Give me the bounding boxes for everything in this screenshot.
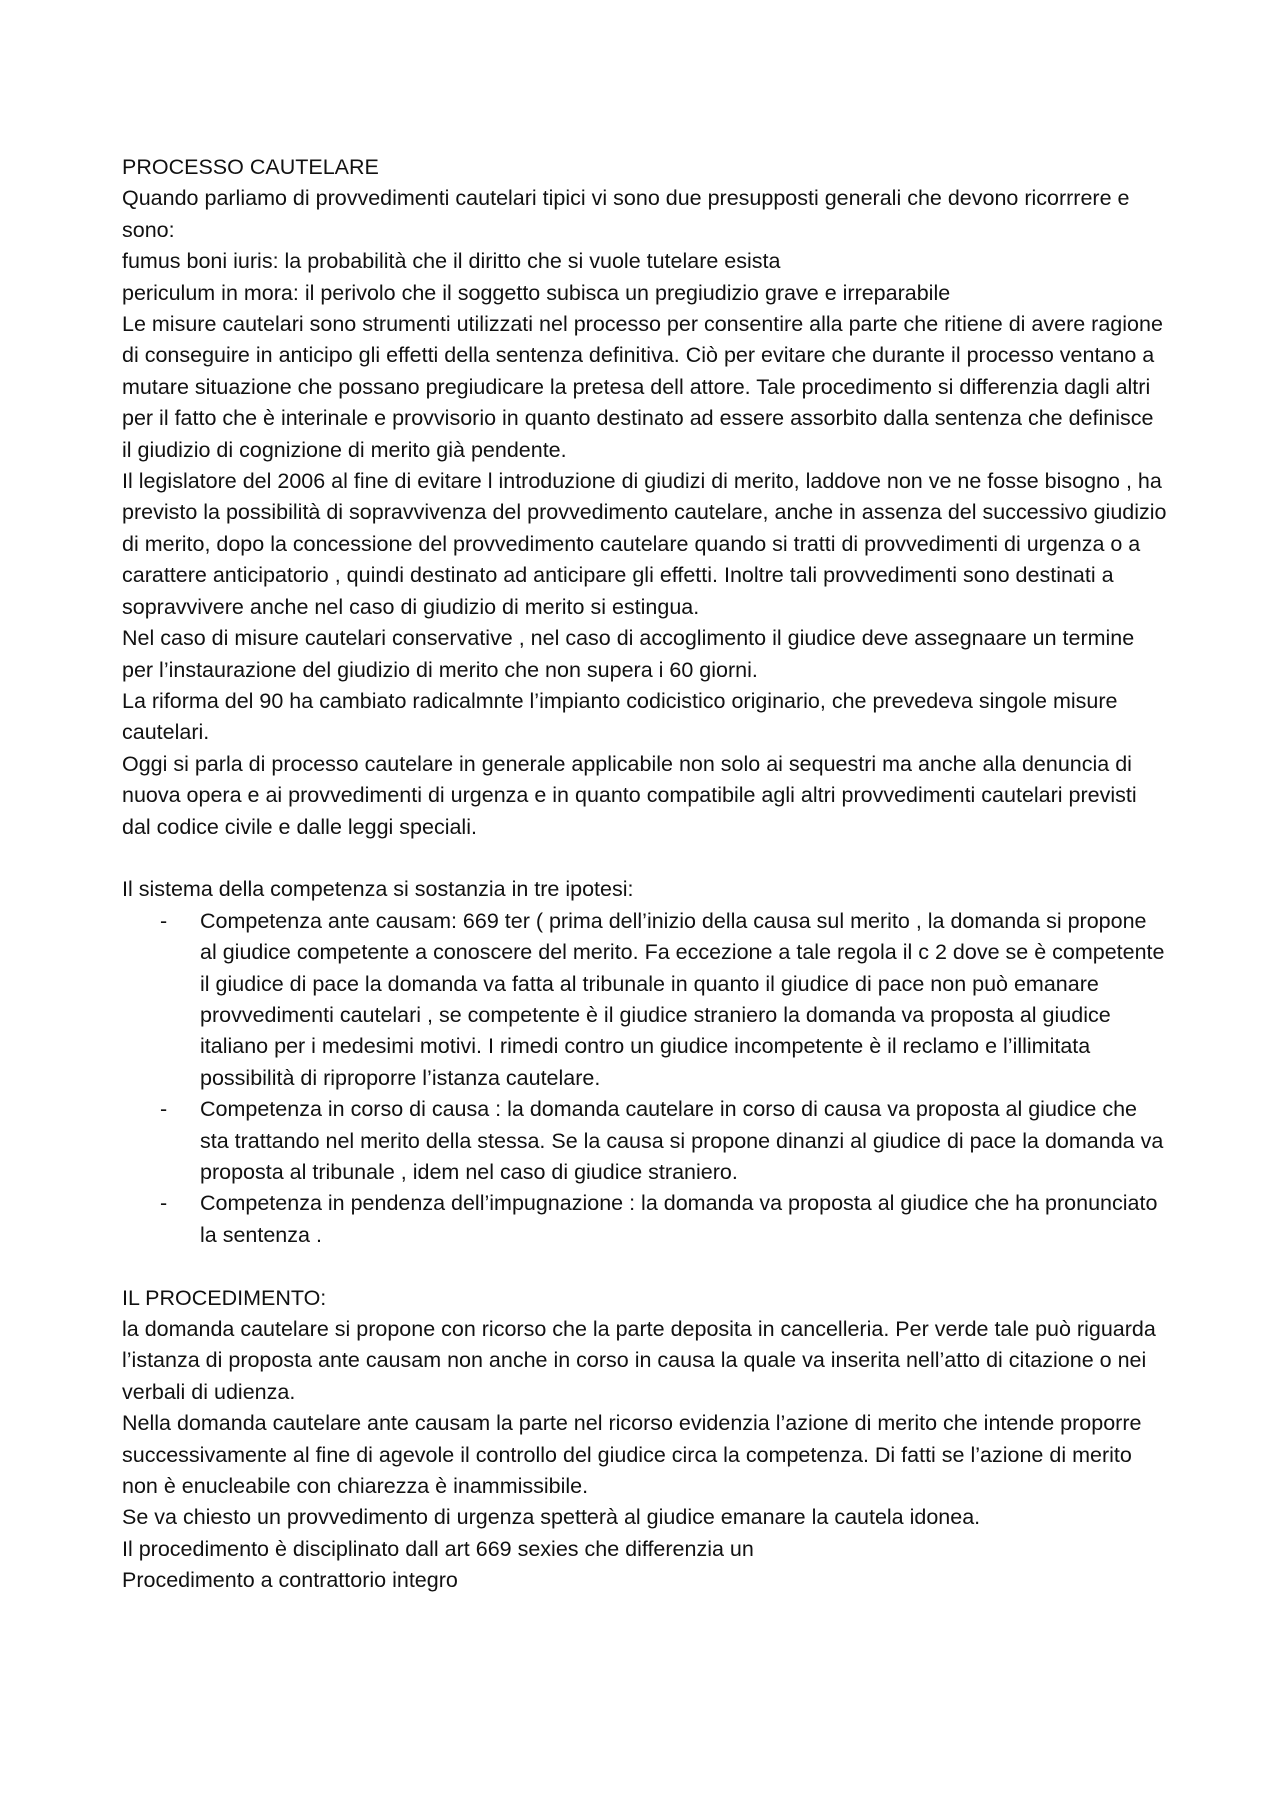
paragraph: la domanda cautelare si propone con ricorso che la parte deposita in cancelleria. Per verde tale può riguarda l’istanza di proposta ante causam non anche in corso in causa la quale va inserita nell’atto di citazione o nei verbali di udienza. bbox=[122, 1317, 1156, 1404]
paragraph: Oggi si parla di processo cautelare in generale applicabile non solo ai sequestri ma anche alla denuncia di nuova opera e ai provvedimenti di urgenza e in quanto compatibile agli altri provvedimenti cautelari previsti dal codice civile e dalle leggi speciali. bbox=[122, 751, 1137, 839]
list-item: - Competenza in corso di causa : la domanda cautelare in corso di causa va proposta al giudice che sta trattando nel merito della stessa. Se la causa si propone dinanzi al giudice di pace la domanda va proposta al tribunale , idem nel caso di giudice straniero. bbox=[200, 1094, 1168, 1188]
paragraph: Procedimento a contrattorio integro bbox=[122, 1568, 458, 1593]
paragraph: La riforma del 90 ha cambiato radicalmnte l’impianto codicistico originario, che prevedeva singole misure cautelari. bbox=[122, 688, 1118, 745]
blank-line bbox=[122, 1251, 1168, 1282]
section-title-processo-cautelare: PROCESSO CAUTELARE bbox=[122, 155, 379, 179]
paragraph: Il legislatore del 2006 al fine di evitare l introduzione di giudizi di merito, laddove non ve ne fosse bisogno , ha previsto la possibilità di sopravvivenza del provvedimento cautelare, anche in assenza del successivo giudizio di merito, dopo la concessione del provvedimento cautelare quando si tratti di provvedimenti di urgenza o a carattere anticipatorio , quindi destinato ad anticipare gli effetti. Inoltre tali provvedimenti sono destinati a sopravvivere anche nel caso di giudizio di merito si estingua. bbox=[122, 469, 1167, 619]
paragraph: Se va chiesto un provvedimento di urgenza spetterà al giudice emanare la cautela idonea. bbox=[122, 1505, 981, 1530]
competenza-list bbox=[122, 906, 1168, 1251]
paragraph: Quando parliamo di provvedimenti cautelari tipici vi sono due presupposti generali che devono ricorrrere e sono: bbox=[122, 186, 1130, 242]
competenza-intro: Il sistema della competenza si sostanzia in tre ipotesi: bbox=[122, 877, 634, 902]
document-body bbox=[122, 152, 1168, 1597]
paragraph: Nel caso di misure cautelari conservative , nel caso di accoglimento il giudice deve assegnaare un termine per l’instaurazione del giudizio di merito che non supera i 60 giorni. bbox=[122, 626, 1135, 682]
paragraph: periculum in mora: il perivolo che il soggetto subisca un pregiudizio grave e irreparabile bbox=[122, 280, 951, 305]
paragraph: Nella domanda cautelare ante causam la parte nel ricorso evidenzia l’azione di merito che intende proporre successivamente al fine di agevole il controllo del giudice circa la competenza. Di fatti se l’azione di merito non è enucleabile con chiarezza è inammissibile. bbox=[122, 1411, 1142, 1499]
section-title-procedimento: IL PROCEDIMENTO: bbox=[122, 1285, 327, 1310]
paragraph: fumus boni iuris: la probabilità che il diritto che si vuole tutelare esista bbox=[122, 249, 781, 274]
blank-line bbox=[122, 843, 1168, 874]
list-item: - Competenza in pendenza dell’impugnazione : la domanda va proposta al giudice che ha pronunciato la sentenza . bbox=[200, 1188, 1168, 1251]
paragraph: Il procedimento è disciplinato dall art 669 sexies che differenzia un bbox=[122, 1536, 754, 1561]
list-item: - Competenza ante causam: 669 ter ( prima dell’inizio della causa sul merito , la domanda si propone al giudice competente a conoscere del merito. Fa eccezione a tale regola il c 2 dove se è competente il giudice di pace la domanda va fatta al tribunale in quanto il giudice di pace non può emanare provvedimenti cautelari , se competente è il giudice straniero la domanda va proposta al giudice italiano per i medesimi motivi. I rimedi contro un giudice incompetente è il reclamo e l’illimitata possibilità di riproporre l’istanza cautelare. bbox=[200, 906, 1168, 1094]
paragraph: Le misure cautelari sono strumenti utilizzati nel processo per consentire alla parte che ritiene di avere ragione di conseguire in anticipo gli effetti della sentenza definitiva. Ciò per evitare che durante il processo ventano a mutare situazione che possano pregiudicare la pretesa dell attore. Tale procedimento si differenzia dagli altri per il fatto che è interinale e provvisorio in quanto destinato ad essere assorbito dalla sentenza che definisce il giudizio di cognizione di merito già pendente. bbox=[122, 312, 1163, 462]
